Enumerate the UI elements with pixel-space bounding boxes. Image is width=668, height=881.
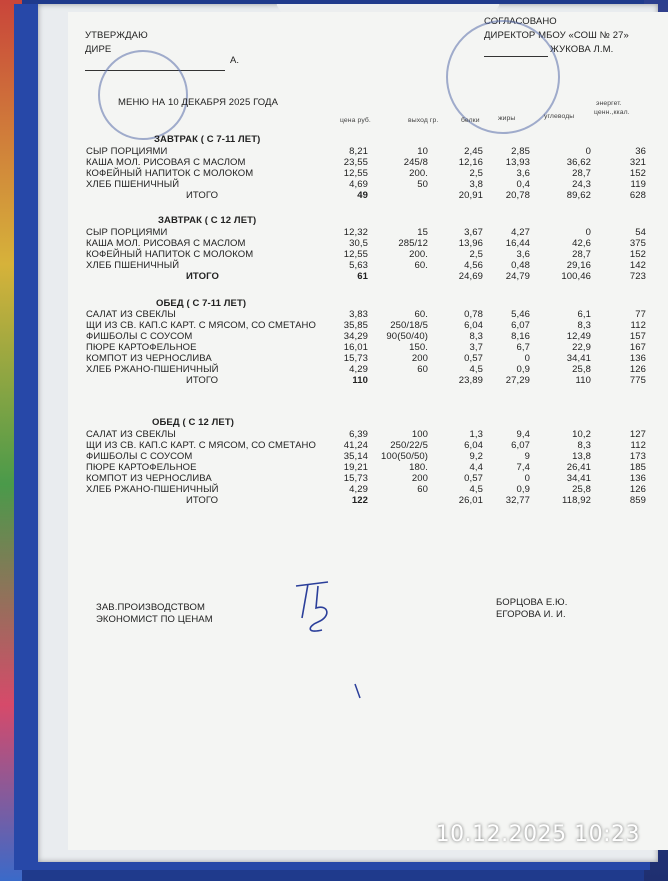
dish-protein: 0,78 <box>464 309 483 320</box>
col-energy-2: ценн.,ккал. <box>594 109 630 116</box>
dish-output: 100(50/50) <box>381 451 428 462</box>
dish-energy: 152 <box>629 249 646 260</box>
total-label: ИТОГО <box>186 375 219 386</box>
dish-carbs: 42,6 <box>572 238 591 249</box>
total-price: 49 <box>357 190 368 201</box>
dish-carbs: 34,41 <box>566 473 591 484</box>
dish-price: 34,29 <box>343 331 368 342</box>
dish-price: 6,39 <box>349 429 368 440</box>
total-label: ИТОГО <box>186 495 219 506</box>
dish-name: САЛАТ ИЗ СВЕКЛЫ <box>86 429 176 440</box>
dish-carbs: 12,49 <box>566 331 591 342</box>
total-carbs: 110 <box>575 375 591 386</box>
section-title: ОБЕД ( С 12 ЛЕТ) <box>152 417 235 428</box>
dish-energy: 136 <box>629 473 646 484</box>
dish-price: 4,29 <box>349 364 368 375</box>
dish-output: 200 <box>411 473 428 484</box>
photo-timestamp: 10.12.2025 10:23 <box>435 822 640 847</box>
dish-name: ХЛЕБ ПШЕНИЧНЫЙ <box>86 179 180 190</box>
dish-carbs: 25,8 <box>572 364 591 375</box>
dish-price: 15,73 <box>343 353 368 364</box>
dish-energy: 157 <box>629 331 646 342</box>
section-title: ЗАВТРАК ( С 7-11 ЛЕТ) <box>154 134 261 145</box>
footer-right-1: БОРЦОВА Е.Ю. <box>496 597 568 608</box>
section-title: ЗАВТРАК ( С 12 ЛЕТ) <box>158 215 257 226</box>
col-fat: жиры <box>498 115 516 122</box>
dish-energy: 185 <box>629 462 646 473</box>
dish-name: КАША МОЛ. РИСОВАЯ С МАСЛОМ <box>86 157 246 168</box>
approve-heading: УТВЕРЖДАЮ <box>85 30 148 41</box>
dish-name: СЫР ПОРЦИЯМИ <box>86 146 168 157</box>
dish-fat: 6,07 <box>511 320 530 331</box>
footer-left-2: ЭКОНОМИСТ ПО ЦЕНАМ <box>96 614 213 625</box>
dish-energy: 173 <box>629 451 646 462</box>
dish-carbs: 0 <box>585 146 591 157</box>
dish-fat: 3,6 <box>516 249 530 260</box>
dish-energy: 152 <box>629 168 646 179</box>
dish-output: 15 <box>417 227 428 238</box>
dish-name: ЩИ ИЗ СВ. КАП.С КАРТ. С МЯСОМ, СО СМЕТАНО <box>86 440 316 451</box>
dish-protein: 6,04 <box>464 440 483 451</box>
dish-protein: 3,8 <box>469 179 483 190</box>
dish-fat: 0 <box>524 353 530 364</box>
dish-fat: 6,7 <box>516 342 530 353</box>
dish-protein: 4,56 <box>464 260 483 271</box>
dish-energy: 36 <box>635 146 646 157</box>
dish-protein: 3,7 <box>469 342 483 353</box>
col-energy: энергет. <box>596 100 622 107</box>
total-carbs: 118,92 <box>562 495 591 506</box>
dish-energy: 321 <box>629 157 646 168</box>
ink-mark <box>352 682 364 702</box>
total-protein: 20,91 <box>458 190 483 201</box>
dish-protein: 4,5 <box>469 484 483 495</box>
total-label: ИТОГО <box>186 271 219 282</box>
dish-protein: 12,16 <box>458 157 483 168</box>
dish-output: 250/18/5 <box>390 320 428 331</box>
school-stamp-left <box>98 50 188 140</box>
dish-name: САЛАТ ИЗ СВЕКЛЫ <box>86 309 176 320</box>
dish-protein: 8,3 <box>469 331 483 342</box>
total-fat: 20,78 <box>505 190 530 201</box>
total-price: 110 <box>352 375 368 386</box>
total-energy: 859 <box>629 495 646 506</box>
total-fat: 27,29 <box>505 375 530 386</box>
dish-carbs: 28,7 <box>572 168 591 179</box>
dish-name: КОМПОТ ИЗ ЧЕРНОСЛИВА <box>86 473 212 484</box>
dish-energy: 127 <box>629 429 646 440</box>
dish-price: 15,73 <box>343 473 368 484</box>
dish-name: ФИШБОЛЫ С СОУСОМ <box>86 331 193 342</box>
dish-output: 245/8 <box>403 157 428 168</box>
dish-price: 8,21 <box>349 146 368 157</box>
dish-fat: 3,6 <box>516 168 530 179</box>
dish-name: ПЮРЕ КАРТОФЕЛЬНОЕ <box>86 342 197 353</box>
total-energy: 628 <box>629 190 646 201</box>
total-label: ИТОГО <box>186 190 219 201</box>
dish-price: 3,83 <box>349 309 368 320</box>
dish-fat: 5,46 <box>511 309 530 320</box>
dish-price: 30,5 <box>349 238 368 249</box>
dish-protein: 4,4 <box>469 462 483 473</box>
dish-energy: 126 <box>629 364 646 375</box>
signature-mark <box>288 578 338 640</box>
col-protein: белки <box>461 117 480 124</box>
section-title: ОБЕД ( С 7-11 ЛЕТ) <box>156 298 247 309</box>
dish-carbs: 8,3 <box>577 320 591 331</box>
footer-left-1: ЗАВ.ПРОИЗВОДСТВОМ <box>96 602 205 613</box>
dish-energy: 119 <box>630 179 646 190</box>
total-energy: 775 <box>629 375 646 386</box>
dish-price: 12,55 <box>343 168 368 179</box>
dish-output: 100 <box>411 429 428 440</box>
total-fat: 24,79 <box>505 271 530 282</box>
dish-energy: 136 <box>629 353 646 364</box>
plastic-sleeve <box>38 4 658 862</box>
agreed-name: ЖУКОВА Л.М. <box>550 44 614 55</box>
dish-energy: 126 <box>629 484 646 495</box>
total-price: 61 <box>357 271 368 282</box>
dish-fat: 13,93 <box>505 157 530 168</box>
dish-name: ХЛЕБ РЖАНО-ПШЕНИЧНЫЙ <box>86 364 219 375</box>
dish-protein: 4,5 <box>469 364 483 375</box>
dish-fat: 0,48 <box>511 260 530 271</box>
dish-price: 19,21 <box>343 462 368 473</box>
dish-output: 10 <box>417 146 428 157</box>
dish-name: КАША МОЛ. РИСОВАЯ С МАСЛОМ <box>86 238 246 249</box>
dish-name: ХЛЕБ ПШЕНИЧНЫЙ <box>86 260 180 271</box>
dish-price: 41,24 <box>343 440 368 451</box>
dish-carbs: 25,8 <box>572 484 591 495</box>
dish-carbs: 29,16 <box>566 260 591 271</box>
dish-price: 35,14 <box>343 451 368 462</box>
dish-output: 60 <box>417 364 428 375</box>
total-carbs: 89,62 <box>566 190 591 201</box>
dish-price: 16,01 <box>343 342 368 353</box>
dish-carbs: 8,3 <box>577 440 591 451</box>
dish-energy: 375 <box>629 238 646 249</box>
approve-position: ДИРЕ <box>85 44 112 55</box>
dish-fat: 0,9 <box>516 364 530 375</box>
dish-output: 150. <box>409 342 428 353</box>
dish-name: ПЮРЕ КАРТОФЕЛЬНОЕ <box>86 462 197 473</box>
dish-carbs: 24,3 <box>572 179 591 190</box>
dish-output: 60. <box>414 260 428 271</box>
dish-name: КОФЕЙНЫЙ НАПИТОК С МОЛОКОМ <box>86 168 254 179</box>
dish-protein: 6,04 <box>464 320 483 331</box>
dish-price: 23,55 <box>343 157 368 168</box>
dish-name: КОМПОТ ИЗ ЧЕРНОСЛИВА <box>86 353 212 364</box>
dish-price: 5,63 <box>349 260 368 271</box>
total-energy: 723 <box>629 271 646 282</box>
dish-fat: 0 <box>524 473 530 484</box>
dish-energy: 112 <box>630 320 646 331</box>
dish-fat: 7,4 <box>516 462 530 473</box>
dish-protein: 13,96 <box>458 238 483 249</box>
dish-output: 50 <box>417 179 428 190</box>
approve-name-suffix: А. <box>230 55 240 66</box>
dish-fat: 4,27 <box>511 227 530 238</box>
dish-fat: 2,85 <box>511 146 530 157</box>
dish-name: КОФЕЙНЫЙ НАПИТОК С МОЛОКОМ <box>86 249 254 260</box>
dish-price: 35,85 <box>343 320 368 331</box>
dish-energy: 54 <box>635 227 646 238</box>
board-frame <box>14 4 650 870</box>
col-price: цена руб. <box>340 117 371 124</box>
dish-carbs: 6,1 <box>577 309 591 320</box>
dish-name: ФИШБОЛЫ С СОУСОМ <box>86 451 193 462</box>
col-output: выход гр. <box>408 117 439 124</box>
agreed-position: ДИРЕКТОР МБОУ «СОШ № 27» <box>484 30 629 41</box>
total-carbs: 100,46 <box>561 271 591 282</box>
dish-carbs: 13,8 <box>572 451 591 462</box>
dish-output: 180. <box>409 462 428 473</box>
total-price: 122 <box>351 495 368 506</box>
dish-output: 285/12 <box>398 238 428 249</box>
dish-protein: 0,57 <box>464 473 483 484</box>
dish-fat: 6,07 <box>511 440 530 451</box>
dish-fat: 0,4 <box>516 179 530 190</box>
dish-carbs: 10,2 <box>572 429 591 440</box>
dish-protein: 2,5 <box>469 249 483 260</box>
dish-output: 90(50/40) <box>386 331 428 342</box>
dish-carbs: 36,62 <box>566 157 591 168</box>
dish-fat: 0,9 <box>516 484 530 495</box>
dish-protein: 9,2 <box>469 451 483 462</box>
dish-output: 60 <box>417 484 428 495</box>
dish-carbs: 0 <box>585 227 591 238</box>
dish-protein: 1,3 <box>469 429 483 440</box>
dish-protein: 2,45 <box>464 146 483 157</box>
dish-output: 200. <box>409 249 428 260</box>
dish-energy: 142 <box>629 260 646 271</box>
dish-fat: 8,16 <box>511 331 530 342</box>
dish-fat: 16,44 <box>505 238 530 249</box>
dish-carbs: 22,9 <box>572 342 591 353</box>
dish-name: СЫР ПОРЦИЯМИ <box>86 227 168 238</box>
menu-title: МЕНЮ НА 10 ДЕКАБРЯ 2025 ГОДА <box>118 97 279 108</box>
dish-carbs: 28,7 <box>572 249 591 260</box>
dish-price: 12,32 <box>343 227 368 238</box>
dish-protein: 3,67 <box>464 227 483 238</box>
dish-energy: 77 <box>635 309 646 320</box>
col-carbs: углеводы <box>544 113 575 120</box>
dish-energy: 167 <box>629 342 646 353</box>
dish-price: 12,55 <box>343 249 368 260</box>
menu-sheet <box>68 12 668 850</box>
dish-protein: 2,5 <box>469 168 483 179</box>
dish-fat: 9 <box>524 451 530 462</box>
dish-carbs: 26,41 <box>566 462 591 473</box>
dish-fat: 9,4 <box>516 429 530 440</box>
dish-price: 4,69 <box>349 179 368 190</box>
dish-output: 200. <box>409 168 428 179</box>
dish-output: 60. <box>414 309 428 320</box>
total-protein: 26,01 <box>458 495 483 506</box>
dish-price: 4,29 <box>349 484 368 495</box>
dish-energy: 112 <box>630 440 646 451</box>
dish-name: ХЛЕБ РЖАНО-ПШЕНИЧНЫЙ <box>86 484 219 495</box>
dish-output: 250/22/5 <box>390 440 428 451</box>
total-fat: 32,77 <box>505 495 530 506</box>
total-protein: 23,89 <box>458 375 483 386</box>
dish-protein: 0,57 <box>464 353 483 364</box>
total-protein: 24,69 <box>458 271 483 282</box>
footer-right-2: ЕГОРОВА И. И. <box>496 609 566 620</box>
dish-name: ЩИ ИЗ СВ. КАП.С КАРТ. С МЯСОМ, СО СМЕТАНО <box>86 320 316 331</box>
dish-carbs: 34,41 <box>566 353 591 364</box>
dish-output: 200 <box>411 353 428 364</box>
agreed-heading: СОГЛАСОВАНО <box>484 16 557 27</box>
